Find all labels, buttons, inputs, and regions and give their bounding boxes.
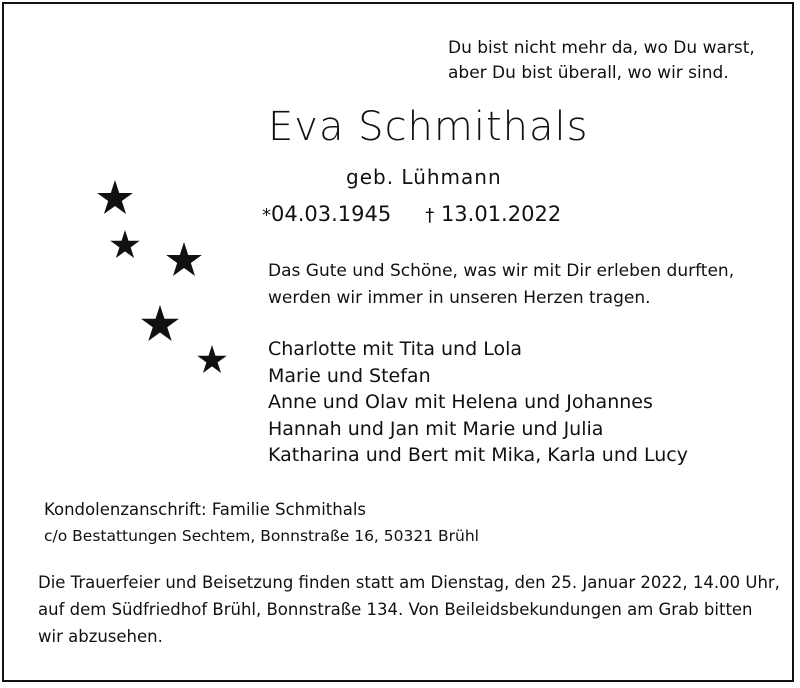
life-dates [262, 200, 561, 230]
birth-name: geb. Lühmann [346, 165, 502, 189]
star-icon [197, 345, 227, 373]
memorial-quote [268, 258, 734, 312]
birth-symbol: * [262, 205, 271, 226]
death-symbol: † [425, 205, 435, 226]
mourner-entry: Charlotte mit Tita und Lola [268, 338, 522, 360]
mourner-entry: Hannah und Jan mit Marie und Julia [268, 417, 604, 440]
condolence-line-1: Kondolenzanschrift: Familie Schmithals [44, 500, 367, 519]
death-date: 13.01.2022 [440, 202, 562, 226]
ceremony-line-1: Die Trauerfeier und Beisetzung finden statt am Dienstag, den 25. Januar 2022, 14.00 Uhr, [38, 573, 780, 592]
condolence-line-2: c/o Bestattungen Sechtem, Bonnstraße 16, 50321 Brühl [44, 527, 479, 545]
quote-line-1: Das Gute und Schöne, was wir mit Dir erleben durften, [268, 261, 735, 281]
star-icon [97, 180, 133, 214]
motto-line-1: Du bist nicht mehr da, wo Du warst, [448, 38, 755, 58]
motto-line-2: aber Du bist überall, wo wir sind. [448, 63, 729, 83]
deceased-name: Eva Schmithals [268, 104, 589, 150]
ceremony-line-2: auf dem Südfriedhof Brühl, Bonnstraße 134. Von Beileidsbekundungen am Grab bitten [38, 600, 753, 619]
ceremony-line-3: wir abzusehen. [38, 627, 163, 646]
mourners-list [268, 336, 688, 469]
mourner-entry: Marie und Stefan [268, 364, 431, 387]
mourner-entry: Anne und Olav mit Helena und Johannes [268, 391, 653, 413]
birth-date: 04.03.1945 [271, 202, 392, 226]
condolence-address [44, 496, 479, 550]
ceremony-info [38, 569, 780, 650]
motto [448, 36, 755, 86]
mourner-entry: Katharina und Bert mit Mika, Karla und Lucy [268, 444, 688, 466]
star-icon [110, 230, 140, 258]
star-icon [166, 242, 202, 276]
quote-line-2: werden wir immer in unseren Herzen tragen. [268, 288, 651, 308]
star-icon [141, 305, 179, 341]
